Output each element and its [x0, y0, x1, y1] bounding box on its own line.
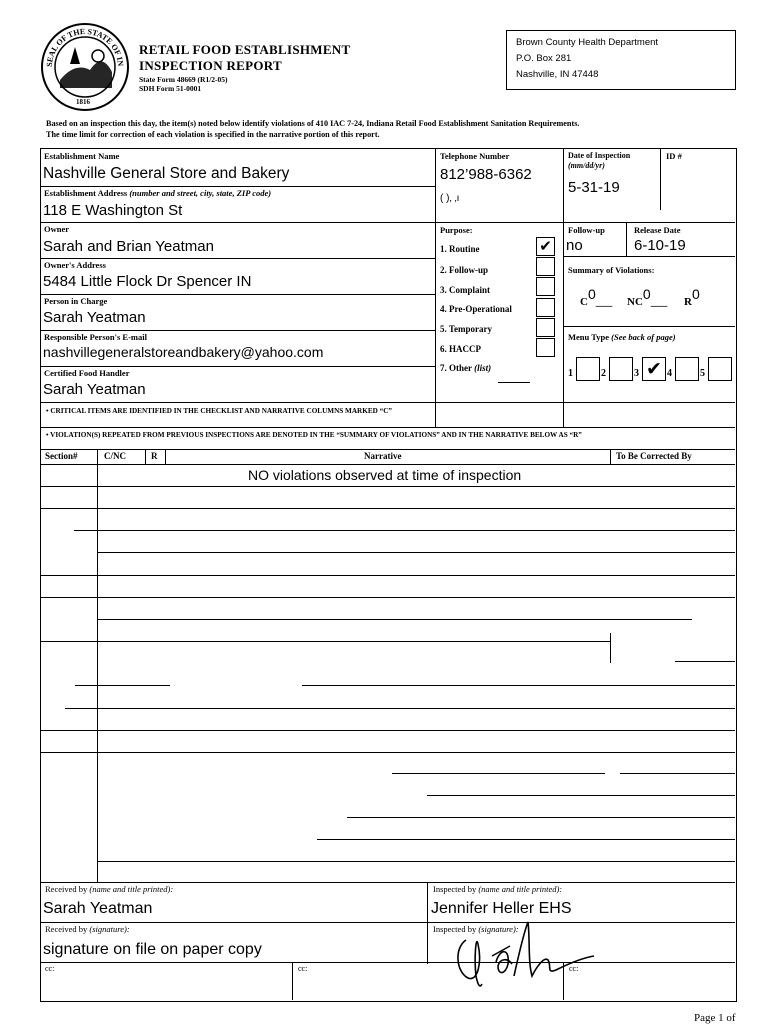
purpose-temporary: 5. Temporary: [440, 324, 493, 334]
received-name-value[interactable]: Sarah Yeatman: [43, 900, 153, 917]
narrative-entry[interactable]: NO violations observed at time of inspection: [248, 467, 522, 483]
purpose-follow-up: 2. Follow-up: [440, 265, 489, 275]
col-correct-by: To Be Corrected By: [616, 451, 692, 461]
date-value[interactable]: 5-31-19: [568, 179, 620, 196]
summary-critical: C0___: [580, 286, 613, 308]
menu-option-1-label: 1: [568, 368, 573, 379]
release-date-label: Release Date: [634, 225, 681, 235]
form-number-2: SDH Form 51-0001: [139, 84, 202, 93]
purpose-complaint: 3. Complaint: [440, 285, 491, 295]
establishment-address-label: Establishment Address (number and street, city, state, ZIP code): [44, 188, 272, 198]
cc-2: cc:: [298, 964, 308, 973]
inspected-name-value[interactable]: Jennifer Heller EHS: [431, 900, 572, 917]
date-hint: (mm/dd/yr): [568, 161, 605, 170]
repeated-violations-note: • VIOLATION(S) REPEATED FROM PREVIOUS INSPECTIONS ARE DENOTED IN THE “SUMMARY OF VIOLATIONS” AND IN THE NARRATIVE BELOW AS “R”: [46, 431, 582, 439]
menu-option-4-checkbox[interactable]: [675, 357, 699, 381]
email-value[interactable]: nashvillegeneralstoreandbakery@yahoo.com: [43, 344, 324, 360]
followup-value[interactable]: no: [566, 237, 583, 254]
agency-city: Nashville, IN 47448: [516, 69, 599, 80]
purpose-pre-operational-checkbox[interactable]: [536, 298, 555, 317]
col-cnc: C/NC: [104, 451, 126, 461]
cc-3: cc:: [569, 964, 579, 973]
menu-option-2-label: 2: [601, 368, 606, 379]
summary-label: Summary of Violations:: [568, 265, 655, 275]
owner-label: Owner: [44, 224, 70, 234]
establishment-address-value[interactable]: 118 E Washington St: [43, 202, 183, 219]
menu-option-5-label: 5: [700, 368, 705, 379]
person-in-charge-label: Person in Charge: [44, 296, 108, 306]
purpose-complaint-checkbox[interactable]: [536, 277, 555, 296]
col-narrative: Narrative: [364, 451, 402, 461]
purpose-routine: 1. Routine: [440, 244, 480, 254]
email-label: Responsible Person's E-mail: [44, 332, 147, 342]
telephone-value[interactable]: 812’988-6362: [440, 166, 532, 183]
purpose-label: Purpose:: [440, 225, 473, 235]
inspector-signature-image: [448, 918, 608, 990]
owner-value[interactable]: Sarah and Brian Yeatman: [43, 238, 214, 255]
id-label: ID #: [666, 151, 682, 161]
intro-line-1: Based on an inspection this day, the item(s) noted below identify violations of 410 IAC 7-24, Indiana Retail Food Establishment Sanitation Requirements.: [46, 119, 580, 128]
food-handler-value[interactable]: Sarah Yeatman: [43, 381, 146, 398]
report-subtitle: INSPECTION REPORT: [139, 58, 282, 73]
menu-option-4-label: 4: [667, 368, 672, 379]
telephone-second-value[interactable]: ( )‚ ‚ı: [440, 193, 460, 204]
received-signature-label: Received by (signature):: [45, 924, 130, 934]
svg-text:SEAL OF THE STATE OF INDIANA: SEAL OF THE STATE OF IN: [44, 26, 126, 68]
menu-option-3-checkbox[interactable]: ✔: [642, 357, 666, 381]
purpose-temporary-checkbox[interactable]: [536, 318, 555, 337]
menu-option-1-checkbox[interactable]: [576, 357, 600, 381]
col-section: Section#: [45, 451, 78, 461]
col-repeat: R: [151, 451, 158, 461]
purpose-routine-checkbox[interactable]: ✔: [536, 237, 555, 256]
menu-type-label: Menu Type (See back of page): [568, 332, 676, 342]
menu-option-2-checkbox[interactable]: [609, 357, 633, 381]
intro-line-2: The time limit for correction of each violation is specified in the narrative portion of this report.: [46, 130, 380, 139]
person-in-charge-value[interactable]: Sarah Yeatman: [43, 309, 146, 326]
seal-year: 1816: [76, 98, 90, 106]
received-name-label: Received by (name and title printed):: [45, 884, 174, 894]
report-title: RETAIL FOOD ESTABLISHMENT: [139, 42, 351, 57]
followup-label: Follow-up: [568, 225, 605, 235]
purpose-other: 7. Other (list): [440, 363, 492, 373]
establishment-name-value[interactable]: Nashville General Store and Bakery: [43, 165, 290, 182]
owner-address-label: Owner's Address: [44, 260, 106, 270]
date-label: Date of Inspection: [568, 151, 631, 160]
cc-1: cc:: [45, 964, 55, 973]
establishment-name-label: Establishment Name: [44, 151, 120, 161]
owner-address-value[interactable]: 5484 Little Flock Dr Spencer IN: [43, 273, 252, 290]
purpose-haccp: 6. HACCP: [440, 344, 481, 354]
page-number: Page 1 of: [694, 1012, 736, 1024]
summary-noncritical: NC0___: [627, 286, 668, 308]
purpose-pre-operational: 4. Pre-Operational: [440, 304, 512, 314]
menu-option-5-checkbox[interactable]: [708, 357, 732, 381]
inspected-signature-label: Inspected by (signature):: [433, 924, 519, 934]
purpose-follow-up-checkbox[interactable]: [536, 257, 555, 276]
food-handler-label: Certified Food Handler: [44, 368, 130, 378]
agency-po-box: P.O. Box 281: [516, 53, 572, 64]
form-number-1: State Form 48669 (R1/2-05): [139, 75, 228, 84]
inspected-name-label: Inspected by (name and title printed):: [433, 884, 563, 894]
received-signature-value[interactable]: signature on file on paper copy: [43, 941, 262, 958]
state-seal: [40, 22, 130, 112]
purpose-haccp-checkbox[interactable]: [536, 338, 555, 357]
menu-option-3-label: 3: [634, 368, 639, 379]
telephone-label: Telephone Number: [440, 151, 510, 161]
agency-name: Brown County Health Department: [516, 37, 659, 48]
release-date-value[interactable]: 6-10-19: [634, 237, 686, 254]
summary-repeat: R0: [684, 286, 700, 308]
critical-items-note: • CRITICAL ITEMS ARE IDENTIFIED IN THE CHECKLIST AND NARRATIVE COLUMNS MARKED “C”: [46, 407, 392, 415]
